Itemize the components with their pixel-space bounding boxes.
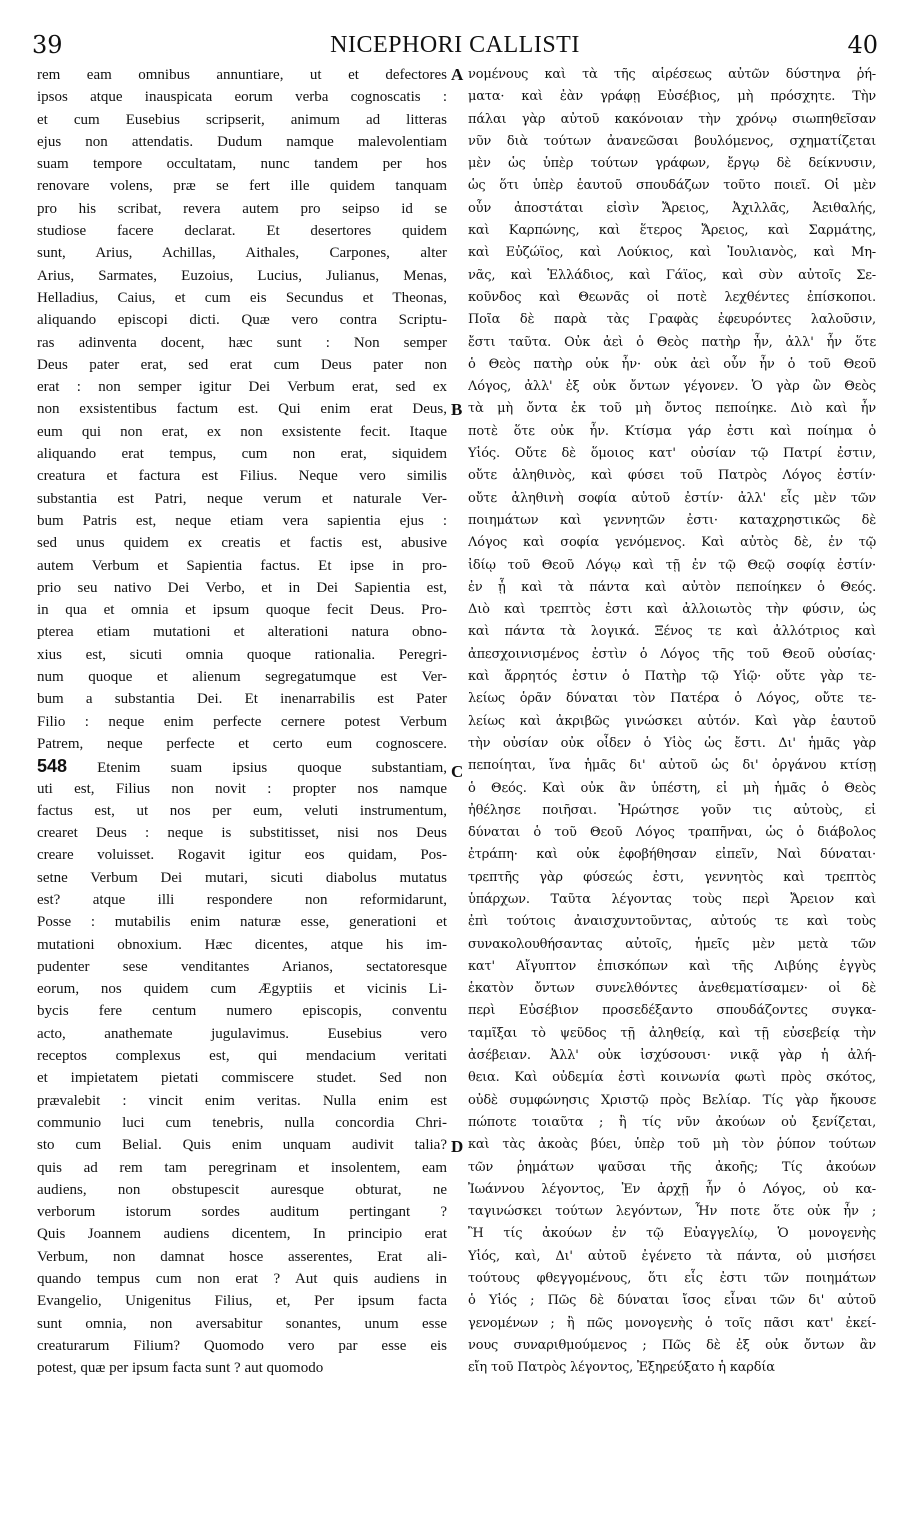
latin-line: creare voluisset. Rogavit igitur eos quidam, Pos-	[37, 847, 447, 864]
latin-line: bum a substantia Dei. Et inenarrabilis est Pater	[37, 691, 447, 708]
latin-line: verborum istorum sordes auditum pertingant ?	[37, 1204, 447, 1221]
greek-line: ὑπάρχων. Ταῦτα λέγοντας τοὺς περὶ Ἄρειον καὶ	[468, 891, 876, 907]
latin-line: Filio : neque enim perfecte cernere potest Verbum	[37, 713, 447, 730]
latin-line: Verbum, non damnat hosce asserentes, Erat ali-	[37, 1248, 447, 1265]
greek-line: οὔτε ἀληθινὴ σοφία αὐτοῦ ἐστίν· ἀλλ' εἷς μὲν τῶν	[468, 490, 876, 506]
latin-line: audiens, non obstupescit auresque obturat, ne	[37, 1181, 447, 1198]
latin-line: eum qui non erat, ex non exsistente fecit. Itaque	[37, 423, 447, 440]
greek-line: ἑκατὸν ὄντων συνελθόντες ἀνεθεματίσαμεν· οἱ δὲ	[468, 981, 876, 997]
greek-line: λείως ὁρᾶν δύναται τὸν Πατέρα ὁ Λόγος, οὔτε τε-	[468, 691, 876, 707]
latin-line: Quis Joannem audiens dicentem, In principio erat	[37, 1226, 447, 1243]
greek-line: ἐπὶ τούτοις ἀναισχυντοῦντας, αὐτούς τε καὶ τοὺς	[468, 914, 876, 930]
margin-marker-c: C	[451, 762, 464, 781]
greek-line: ἔστι ταῦτα. Οὐκ ἀεὶ ὁ Θεὸς πατὴρ ἦν, ἀλλ' ἦν ὅτε	[468, 334, 876, 350]
greek-line: ὁ Θεός. Καὶ οὐκ ἂν ὑπέστη, εἰ μὴ ἡμᾶς ὁ Θεὸς	[468, 780, 876, 796]
latin-column	[37, 64, 447, 1380]
greek-line: Διὸ καὶ τρεπτὸς ἐστι καὶ ἀλλοιωτὸς τὴν φύσιν, ὡς	[468, 602, 876, 618]
latin-line: autem Verbum et Sapientia factus. Et ipse in pro-	[37, 557, 447, 574]
greek-line: τούτους φθεγγομένους, ὅτι εἷς ἐστι τῶν ποιημάτων	[468, 1271, 876, 1287]
greek-line: νᾶς, καὶ Ἑλλάδιος, καὶ Γάϊος, καὶ σὺν αὐτοῖς Σε-	[468, 267, 876, 283]
greek-line: τὰ μὴ ὄντα ἐκ τοῦ μὴ ὄντος πεποίηκε. Διὸ καὶ ἦν	[468, 401, 876, 417]
latin-line: rem eam omnibus annuntiare, ut et defectores	[37, 67, 447, 83]
greek-line: Ἢ τίς ἀκούων ἐν τῷ Εὐαγγελίῳ, Ὁ μονογενὴς	[468, 1226, 876, 1242]
latin-line: aliquando erat tempus, cum non erat, siquidem	[37, 446, 447, 463]
margin-marker-d: D	[451, 1137, 464, 1156]
latin-line: sunt omnia, non aversabitur sonantes, unum esse	[37, 1315, 447, 1332]
latin-line: erat : non semper igitur Dei Verbum erat, sed ex	[37, 379, 447, 396]
greek-line: νους συναριθμούμενος ; Πῶς δὲ ἐξ οὐκ ὄντων ἂν	[468, 1337, 876, 1353]
latin-line: num quoque et alienum segregatumque est Ver-	[37, 669, 447, 686]
greek-line: θεια. Καὶ οὐδεμία ἐστὶ κοινωνία φωτὶ πρὸς σκότος,	[468, 1070, 876, 1086]
latin-line: prævalebit : vincit enim veritas. Nulla enim est	[37, 1092, 447, 1109]
latin-line: potest, quæ per ipsum facta sunt ? aut quomodo	[37, 1360, 324, 1377]
latin-line: quis ad rem tam peregrinam et insolentem, eam	[37, 1159, 447, 1176]
greek-line: ποτὲ ὅτε οὐκ ἦν. Κτίσμα γάρ ἐστι καὶ ποίημα ὁ	[468, 423, 876, 439]
greek-line: ἀπεσχοινισμένος ἐστὶν ὁ Λόγος τῆς τοῦ Θεοῦ οὐσίας·	[468, 646, 876, 662]
latin-line: suam tempore occultatam, nunc tandem per hos	[37, 156, 447, 173]
greek-line: γενομένων ; ἢ πῶς μονογενὴς ὁ τοῖς πᾶσι κατ' ἐκεί-	[468, 1315, 876, 1331]
latin-line: factus est, ut nos per eum, veluti instrumentum,	[37, 802, 447, 819]
greek-line: ἐν ᾗ καὶ τὰ πάντα καὶ αὐτὸν πεποίηκεν ὁ Θεός.	[468, 579, 876, 595]
greek-line: ὁ Υἱός ; Πῶς δὲ δύναται ἴσος εἶναι τῶν δι' αὐτοῦ	[468, 1293, 876, 1309]
latin-line: mutationi obnoxium. Hæc dicentes, atque his im-	[37, 936, 447, 953]
greek-line: ταμῖξαι τὸ ψεῦδος τῇ ἀληθείᾳ, καὶ τῇ εὐσεβείᾳ τὴν	[468, 1025, 876, 1041]
page-header	[32, 30, 878, 64]
greek-line: πώποτε τοιαῦτα ; ἢ τίς νῦν ἀκούων οὐ ξενίζεται,	[468, 1114, 876, 1130]
greek-line: νομένους καὶ τὰ τῆς αἱρέσεως αὐτῶν δύστηνα ῥή-	[468, 67, 876, 82]
latin-line: ejus non attendatis. Dudum namque malevolentiam	[37, 133, 447, 150]
latin-line: 548 Etenim suam ipsius quoque substantiam,	[37, 756, 447, 777]
greek-line: οὖν ἀποστάται εἰσὶν Ἄρειος, Ἀχιλλᾶς, Ἀειθαλής,	[468, 200, 876, 216]
latin-line: communio luci cum tenebris, nulla concordia Chri-	[37, 1114, 447, 1131]
greek-line: οὐδὲ συμφώνησις Χριστῷ πρὸς Βελίαρ. Τίς γὰρ ἤκουσε	[468, 1092, 876, 1108]
greek-line: τρεπτῆς γὰρ φύσεώς ἐστι, γεννητὸς καὶ τρεπτὸς	[468, 869, 876, 885]
greek-line: κατ' Αἴγυπτον ἐπισκόπων καὶ τῆς Λιβύης ἐγγὺς	[468, 958, 876, 974]
greek-line: Υἱός, καὶ, Δι' αὐτοῦ ἐγένετο τὰ πάντα, οὐ μισήσει	[468, 1248, 876, 1264]
greek-line: περὶ Εὐσέβιον προσεδέξαντο σπουδάζοντες συγκα-	[468, 1003, 876, 1019]
greek-line: συνακολουθήσαντας αὐτοῖς, ἡμεῖς μὲν μετὰ τῶν	[468, 936, 876, 952]
latin-line: pudenter sese venditantes Arianos, sectatoresque	[37, 958, 447, 975]
latin-line: acto, anathemate jugulavimus. Eusebius vero	[37, 1025, 447, 1042]
latin-line: substantia est Patri, neque verum et naturale Ver-	[37, 490, 447, 507]
greek-column	[468, 64, 876, 1380]
greek-line: καὶ πάντα τὰ λογικά. Ξένος τε καὶ ἀλλότριος καὶ	[468, 624, 876, 640]
greek-line: ἐτράπη· καὶ οὐκ ἐφοβήθησαν εἰπεῖν, Ναὶ δύναται·	[468, 847, 876, 863]
latin-line: studiose facere declarat. Et desertores quidem	[37, 223, 447, 240]
latin-line: Patrem, neque perfecte et certo eum cognoscere.	[37, 735, 447, 752]
latin-line: creatura et factura est Filius. Neque vero similis	[37, 468, 447, 485]
latin-line: Helladius, Caius, et cum eis Secundus et Theonas,	[37, 289, 447, 306]
latin-line: et cum Eusebius scripserit, animum ad litteras	[37, 111, 447, 128]
latin-line: non exsistentibus factum est. Qui enim erat Deus,	[37, 401, 447, 418]
latin-line: pterea etiam mutationi et alterationi natura obno-	[37, 624, 447, 641]
greek-line: μὲν ὡς ὑπὲρ τούτων γράφων, ἔργῳ δὲ δείκνυσιν,	[468, 156, 876, 172]
greek-line: πεποίηται, ἵνα ἡμᾶς δι' αὐτοῦ ὡς δι' ὀργάνου κτίσῃ	[468, 758, 876, 774]
latin-line: creaturarum Filium? Quomodo vero par esse eis	[37, 1337, 447, 1354]
latin-line: uti est, Filius non novit : propter nos namque	[37, 780, 447, 797]
greek-line: οὔτε ἀληθινὸς, καὶ φύσει τοῦ Πατρὸς Λόγος ἐστίν·	[468, 468, 876, 484]
latin-line: sto cum Belial. Quis enim unquam audivit talia?	[37, 1137, 447, 1154]
latin-line: ras adinventa docent, hæc sunt : Non semper	[37, 334, 447, 351]
latin-line: quando tempus cum non erat ? Aut quis audiens in	[37, 1271, 447, 1288]
latin-line: in qua et omnia et ipsum quoque fecit Deus. Pro-	[37, 602, 447, 619]
running-title: NICEPHORI CALLISTI	[330, 32, 580, 58]
latin-line: setne Verbum Dei mutari, sicuti diabolus mutatus	[37, 869, 447, 886]
greek-line: Υἱός. Οὔτε δὲ ὅμοιος κατ' οὐσίαν τῷ Πατρί ἐστιν,	[468, 446, 876, 462]
greek-line: νῦν διὰ τούτων ἀνανεῶσαι βουλόμενος, σχηματίζεται	[468, 133, 876, 149]
greek-line: ταγινώσκει τούτων λεγόντων, Ἦν ποτε ὅτε οὐκ ἦν ;	[468, 1204, 876, 1220]
margin-marker-a: A	[451, 65, 464, 84]
latin-line: Posse : mutabilis enim naturæ esse, generationi et	[37, 914, 447, 931]
greek-line: Λόγος καὶ σοφία γενόμενος. Καὶ αὐτὸς δὲ, ἐν τῷ	[468, 535, 876, 551]
greek-line: δύναται ὁ τοῦ Θεοῦ Λόγος τραπῆναι, ὡς ὁ διάβολος	[468, 825, 876, 841]
greek-line: Ἰωάννου λέγοντος, Ἐν ἀρχῇ ἦν ὁ Λόγος, οὐ κα-	[468, 1181, 876, 1197]
greek-line: λείως καὶ ἀκριβῶς γινώσκει αὐτόν. Καὶ γὰρ ἑαυτοῦ	[468, 713, 876, 729]
latin-line: aliquando episcopi dicti. Quæ vero contra Scriptu-	[37, 312, 447, 329]
greek-line: καὶ ἄρρητός ἐστιν ὁ Πατὴρ τῷ Υἱῷ· οὔτε γὰρ τε-	[468, 669, 876, 685]
page-number-right: 40	[847, 31, 878, 59]
latin-line: Deus pater erat, sed erat cum Deus pater non	[37, 356, 447, 373]
margin-marker-b: B	[451, 400, 463, 419]
latin-line: pro his scribat, revera autem pro seipso id se	[37, 200, 447, 217]
latin-line: Evangelio, Unigenitus Filius, et, Per ipsum facta	[37, 1293, 447, 1310]
latin-line: bum Patris est, neque etiam vera sapientia ejus :	[37, 512, 447, 529]
latin-line: crearet Deus : neque is substitisset, nisi nos Deus	[37, 825, 447, 842]
latin-line: sed unus quidem ex creatis et factis est, abusive	[37, 535, 447, 552]
latin-line: eorum, nos quidem cum Ægyptiis et vicinis Li-	[37, 981, 447, 998]
latin-page-number: 548	[37, 756, 68, 777]
latin-line: xius est, sicuti omnia quoque rationalia. Peregri-	[37, 646, 447, 663]
greek-line: πάλαι γὰρ αὐτοῦ κακόνοιαν τὴν χρόνῳ σιωπηθεῖσαν	[468, 111, 876, 127]
greek-line: Ποῖα δὲ παρὰ τὰς Γραφὰς ἐφευρόντες λαλοῦσιν,	[468, 312, 876, 328]
greek-line: καὶ Εὐζώϊος, καὶ Λούκιος, καὶ Ἰουλιανὸς, καὶ Μη-	[468, 245, 876, 261]
latin-line: et impietatem pietati commiscere studet. Sed non	[37, 1070, 447, 1087]
greek-line: ἠθέλησε ποιῆσαι. Ἠρώτησε γοῦν τις αὐτοὺς, εἰ	[468, 802, 876, 818]
page-number-left: 39	[32, 31, 63, 59]
latin-line: receptos complexus est, qui mendacium veritati	[37, 1048, 447, 1065]
latin-line: sunt, Arius, Achillas, Aithales, Carpones, alter	[37, 245, 447, 262]
greek-line: τῶν ῥημάτων ψαῦσαι τῆς ἀκοῆς; Τίς ἀκούων	[468, 1159, 876, 1175]
latin-line: est? atque illi respondere non reformidarunt,	[37, 891, 447, 908]
greek-line: τὴν οὐσίαν οὐκ οἶδεν ὁ Υἱὸς ὡς ἔστι. Δι' ἡμᾶς γὰρ	[468, 735, 876, 751]
latin-line: renovare volens, præ se fert ille quidem tanquam	[37, 178, 447, 195]
latin-line: ipsos atque inauspicata eorum verba cognoscatis :	[37, 89, 447, 106]
greek-line: κοῦνδος καὶ Θεωνᾶς οἱ ποτὲ λεχθέντες ἐπίσκοποι.	[468, 289, 876, 305]
greek-line: ἰδίῳ τοῦ Θεοῦ Λόγῳ καὶ τῇ ἐν τῷ Θεῷ σοφίᾳ ἐστίν·	[468, 557, 876, 573]
greek-line: ὡς ὅτι ὑπὲρ ἑαυτοῦ σπουδάζων τοῦτο ποιεῖ. Οἱ μὲν	[468, 178, 876, 194]
greek-line: καὶ Καρπώνης, καὶ ἕτερος Ἄρειος, καὶ Σαρμάτης,	[468, 223, 876, 239]
greek-line: καὶ τὰς ἀκοὰς βύει, ὑπὲρ τοῦ μὴ τὸν ῥύπον τούτων	[468, 1137, 876, 1153]
greek-line: εἴη τοῦ Πατρὸς λέγοντος, Ἐξηρεύξατο ἡ καρδία	[468, 1360, 775, 1376]
latin-line: prio seu nativo Dei Verbo, et in Dei Sapientia est,	[37, 579, 447, 596]
latin-line: bycis fere centum numero episcopis, conventu	[37, 1003, 447, 1020]
greek-line: ματα· καὶ ἐὰν γράφῃ Εὐσέβιος, μὴ πρόσχητε. Τὴν	[468, 89, 876, 105]
greek-line: ὁ Θεὸς πατὴρ οὐκ ἦν· οὐκ ἀεὶ οὖν ἦν ὁ τοῦ Θεοῦ	[468, 356, 876, 372]
greek-line: Λόγος, ἀλλ' ἐξ οὐκ ὄντων γέγονεν. Ὁ γὰρ ὢν Θεὸς	[468, 379, 876, 395]
greek-line: ἀσέβειαν. Ἀλλ' οὐκ ἰσχύσουσι· νικᾷ γὰρ ἡ ἀλή-	[468, 1048, 876, 1064]
latin-line: Arius, Sarmates, Euzoius, Lucius, Julianus, Menas,	[37, 267, 447, 284]
greek-line: ποιημάτων καὶ γεννητῶν ἐστι· καταχρηστικῶς δὲ	[468, 512, 876, 528]
